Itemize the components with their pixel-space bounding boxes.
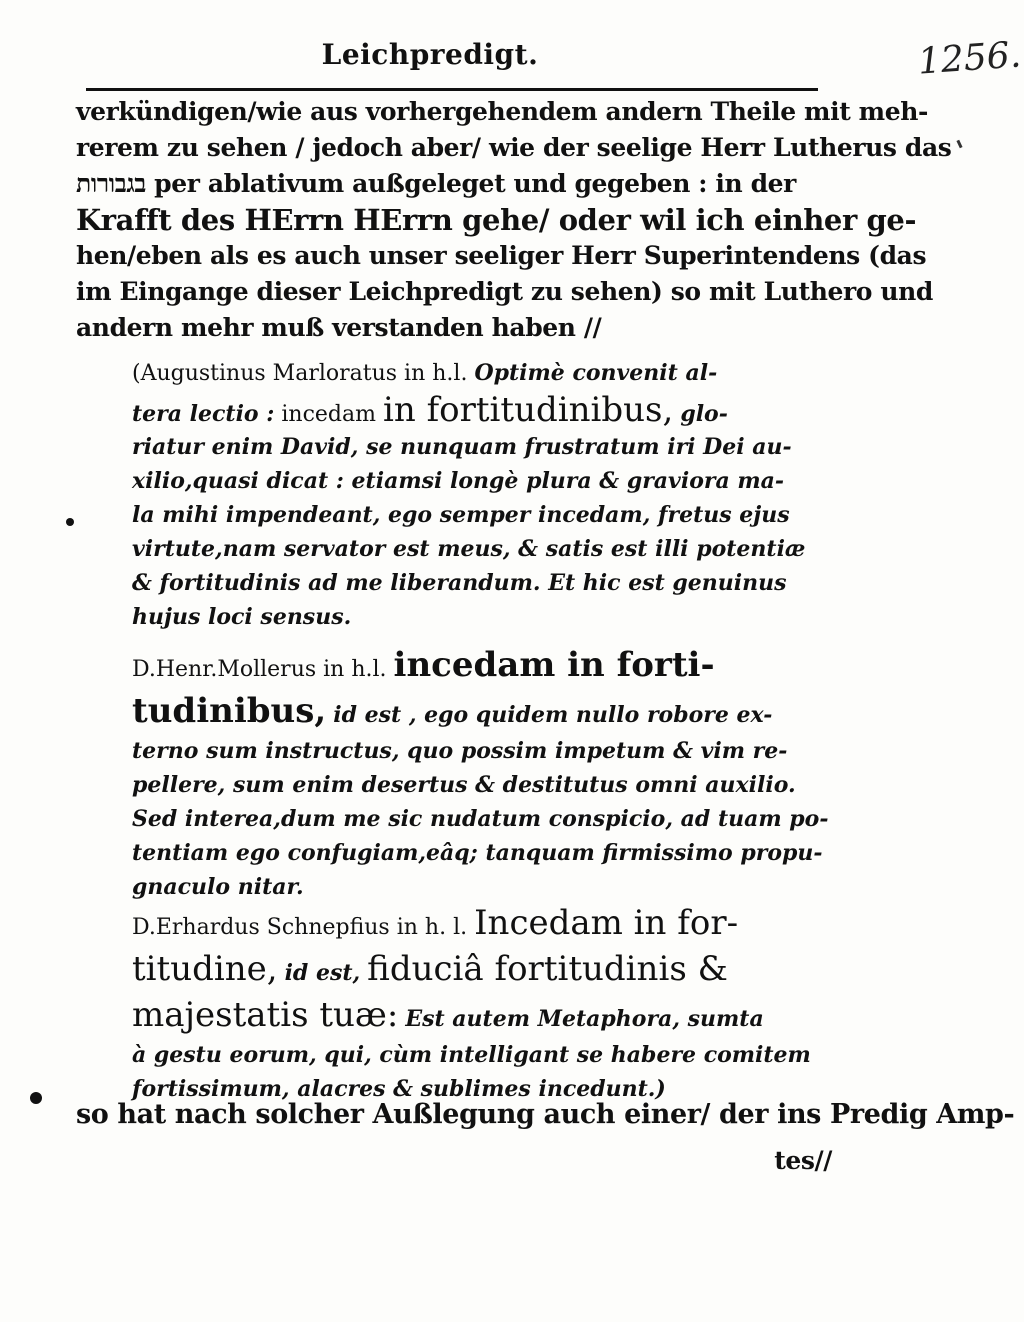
margin-dot xyxy=(66,518,74,526)
quote-line xyxy=(132,992,772,1038)
quote-emphasis: tudinibus, xyxy=(132,691,327,731)
quote-line: tentiam ego confugiam,eâq; tanquam firmissimo propu- xyxy=(132,840,823,866)
quote-author: D.Henr.Mollerus in h.l. xyxy=(132,657,387,682)
quote-line: virtute,nam servator est meus, & satis est illi potentiæ xyxy=(132,536,806,562)
quote-emphasis: in fortitudinibus, xyxy=(383,390,674,430)
text-line: Krafft des HErrn HErrn gehe/ oder wil ich einher ge- xyxy=(76,203,917,237)
margin-mark xyxy=(956,140,962,149)
quote-text: glo- xyxy=(680,401,728,427)
quote-line: xilio,quasi dicat : etiamsi longè plura & graviora ma- xyxy=(132,468,785,494)
text-line: andern mehr muß verstanden haben // xyxy=(76,313,602,342)
quote-line xyxy=(132,642,772,688)
quote-emphasis: majestatis tuæ: xyxy=(132,995,399,1035)
quote-line xyxy=(132,900,772,946)
quote-text: id est , ego quidem nullo robore ex- xyxy=(333,702,773,728)
quote-line xyxy=(132,688,772,734)
quote-line xyxy=(132,356,772,390)
quote-text: tera lectio : xyxy=(132,401,275,427)
running-head: Leichpredigt. xyxy=(321,38,539,71)
quote-schnepfius xyxy=(132,900,811,1106)
quote-line xyxy=(132,946,772,992)
quote-line: pellere, sum enim desertus & destitutus omni auxilio. xyxy=(132,772,796,798)
quote-author: D.Erhardus Schnepfius in h. l. xyxy=(132,915,468,940)
text-line: בגבורות per ablativum außgeleget und gegeben : in der xyxy=(76,169,796,198)
quote-mollerus xyxy=(132,642,829,904)
quote-line: fortissimum, alacres & sublimes incedunt.) xyxy=(132,1076,666,1102)
quote-author: (Augustinus Marloratus in h.l. xyxy=(132,361,468,386)
text-line: verkündigen/wie aus vorhergehendem andern Theile mit meh- xyxy=(76,97,928,126)
quote-emphasis: titudine, xyxy=(132,949,278,989)
quote-emphasis: fiduciâ fortitudinis & xyxy=(367,949,728,989)
quote-line: & fortitudinis ad me liberandum. Et hic est genuinus xyxy=(132,570,787,596)
text-line: hen/eben als es auch unser seeliger Herr Superintendens (das xyxy=(76,241,927,270)
quote-emphasis: Incedam in for- xyxy=(474,903,739,943)
quote-line: terno sum instructus, quo possim impetum & vim re- xyxy=(132,738,788,764)
quote-emphasis: incedam in forti- xyxy=(393,645,715,685)
header-rule xyxy=(86,88,818,91)
quote-line: Sed interea,dum me sic nudatum conspicio, ad tuam po- xyxy=(132,806,829,832)
paragraph-2 xyxy=(76,1092,1015,1184)
text-line: rerem zu sehen / jedoch aber/ wie der seelige Herr Lutherus das xyxy=(76,133,952,162)
quote-text: incedam xyxy=(281,402,376,427)
margin-dot xyxy=(30,1092,42,1104)
quote-line: la mihi impendeant, ego semper incedam, fretus ejus xyxy=(132,502,790,528)
quote-line: hujus loci sensus. xyxy=(132,604,352,630)
quote-line: à gestu eorum, qui, cùm intelligant se habere comitem xyxy=(132,1042,811,1068)
paragraph-1 xyxy=(76,94,952,346)
quote-line: gnaculo nitar. xyxy=(132,874,304,900)
quote-text: id est, xyxy=(284,960,361,986)
quote-line: riatur enim David, se nunquam frustratum iri Dei au- xyxy=(132,434,792,460)
text-line: so hat nach solcher Außlegung auch einer/ der ins Predig Amp- xyxy=(76,1099,1015,1130)
page-number: 1256. xyxy=(916,34,1023,83)
text-line: tes// xyxy=(774,1146,832,1175)
quote-line xyxy=(132,390,772,430)
text-line: im Eingange dieser Leichpredigt zu sehen) so mit Luthero und xyxy=(76,277,933,306)
quote-text: Optimè convenit al- xyxy=(474,360,718,386)
quote-text: Est autem Metaphora, sumta xyxy=(405,1006,764,1032)
quote-marloratus xyxy=(132,356,806,634)
